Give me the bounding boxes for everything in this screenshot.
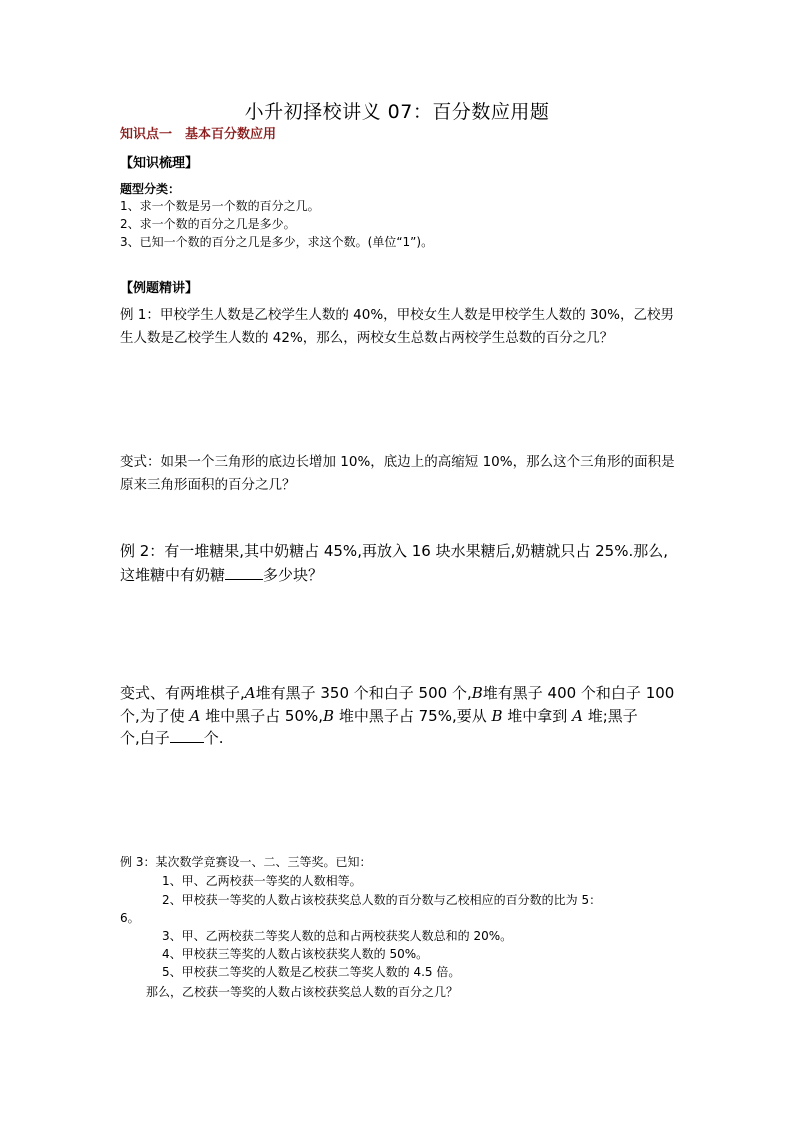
variant-2-text: 个,为了使 (120, 707, 190, 725)
example-3-condition: 2、甲校获一等奖的人数占该校获奖总人数的百分数与乙校相应的百分数的比为 5： (162, 893, 602, 907)
variant-2-text: 个,白子 (120, 729, 170, 747)
variant-2-text: 堆中黑子占 75%,要从 (334, 707, 492, 725)
example-3-condition: 5、甲校获二等奖的人数是乙校获二等奖人数的 4.5 倍。 (162, 965, 461, 979)
examples-heading: 【例题精讲】 (120, 281, 199, 296)
variant-2-text: 堆中拿到 (502, 707, 573, 725)
pile-b-label: B (491, 707, 503, 725)
example-2-line: 例 2：有一堆糖果,其中奶糖占 45%,再放入 16 块水果糖后,奶糖就只占 25%.那么, (120, 542, 668, 560)
example-3-intro: 例 3：某次数学竞赛设一、二、三等奖。已知： (120, 855, 372, 869)
variant-2-text: 堆中黑子占 50%, (200, 707, 324, 725)
answer-blank (170, 741, 204, 743)
example-3-condition: 6。 (120, 911, 140, 925)
type-item: 1、求一个数是另一个数的百分之几。 (120, 199, 320, 213)
section-heading: 知识点一 基本百分数应用 (120, 127, 277, 142)
pile-b-label: B (471, 684, 483, 702)
variant-2-line (120, 727, 224, 748)
example-3-question: 那么，乙校获一等奖的人数占该校获奖总人数的百分之几？ (146, 985, 459, 999)
variant-1-line: 变式：如果一个三角形的底边长增加 10%，底边上的高缩短 10%，那么这个三角形的面积是 (120, 454, 675, 470)
answer-blank (225, 578, 263, 580)
example-3-condition: 3、甲、乙两校获二等奖人数的总和占两校获奖人数总和的 20%。 (162, 929, 513, 943)
pile-a-label: A (244, 684, 256, 702)
example-3-condition: 1、甲、乙两校获一等奖的人数相等。 (162, 874, 362, 888)
pile-a-label: A (189, 707, 201, 725)
example-2-text: 多少块？ (263, 566, 324, 584)
variant-2-text: 个. (203, 729, 224, 747)
knowledge-heading: 【知识梳理】 (120, 156, 199, 171)
example-2-line (120, 564, 323, 585)
variant-2-text: 堆有黑子 350 个和白子 500 个, (255, 684, 472, 702)
example-1-line: 例 1：甲校学生人数是乙校学生人数的 40%，甲校女生人数是甲校学生人数的 30%，乙校男 (120, 307, 674, 323)
example-1-line: 生人数是乙校学生人数的 42%，那么，两校女生总数占两校学生总数的百分之几？ (120, 330, 614, 346)
pile-b-label: B (323, 707, 335, 725)
example-2-text: 这堆糖中有奶糖 (120, 566, 226, 584)
type-item: 3、已知一个数的百分之几是多少，求这个数。(单位“1”)。 (120, 235, 434, 249)
variant-2-text: 变式、有两堆棋子, (120, 684, 245, 702)
page-title: 小升初择校讲义 07：百分数应用题 (244, 101, 550, 123)
variant-2-text: 堆;黑子 (582, 707, 638, 725)
variant-1-line: 原来三角形面积的百分之几？ (120, 477, 296, 493)
type-item: 2、求一个数的百分之几是多少。 (120, 217, 296, 231)
variant-2-text: 堆有黑子 400 个和白子 100 (482, 684, 675, 702)
example-3-condition: 4、甲校获三等奖的人数占该校获奖人数的 50%。 (162, 947, 429, 961)
variant-2-line (120, 682, 674, 703)
variant-2-line (120, 705, 638, 726)
pile-a-label: A (572, 707, 583, 725)
types-heading: 题型分类： (120, 182, 181, 196)
